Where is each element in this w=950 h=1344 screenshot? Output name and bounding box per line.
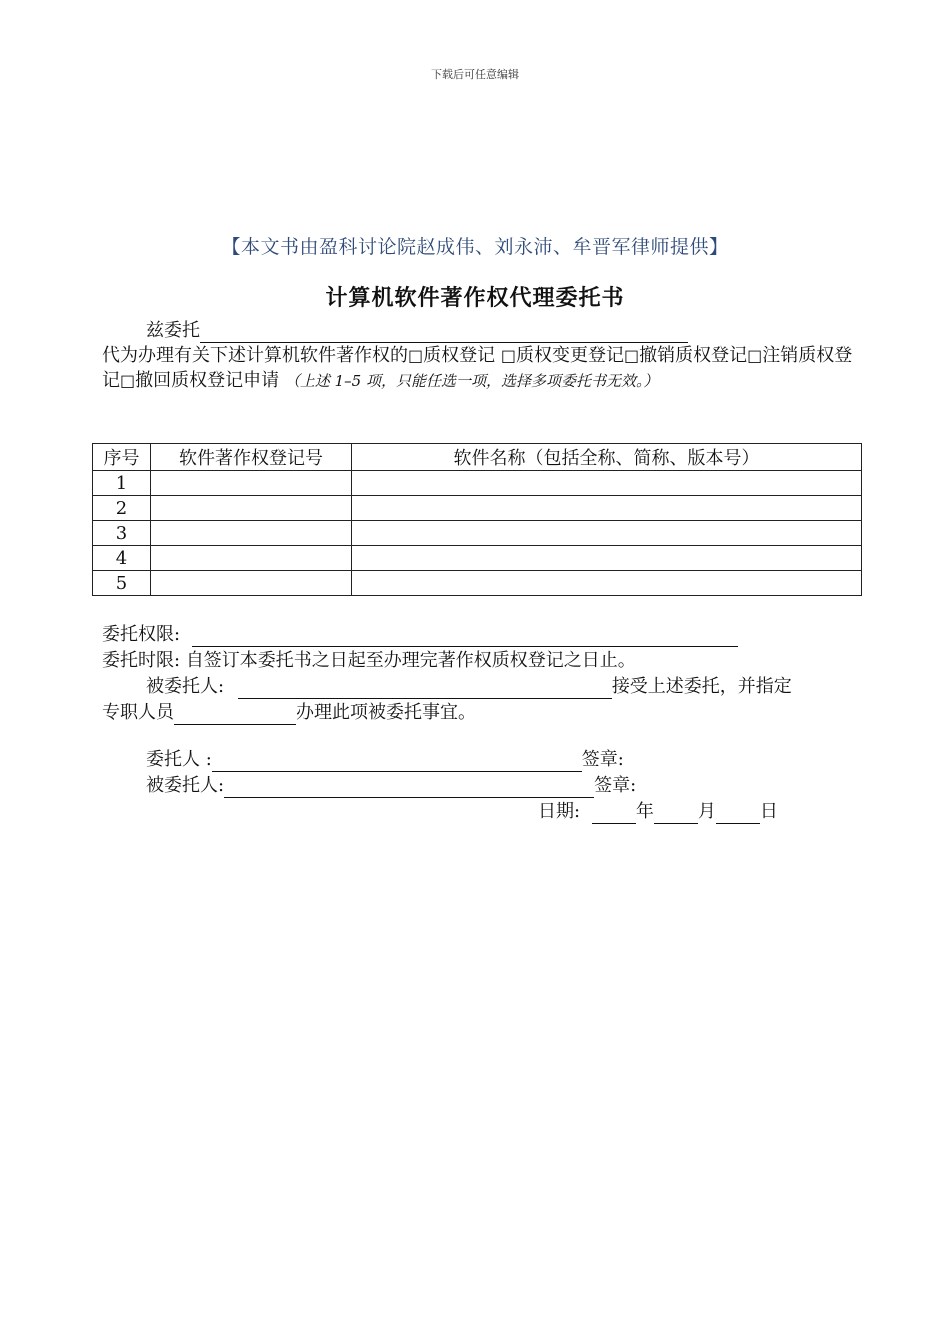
date-label: 日期: (538, 801, 581, 822)
software-name-cell[interactable] (352, 496, 862, 521)
authority-term-text: 自签订本委托书之日起至办理完著作权质权登记之日止。 (185, 650, 636, 671)
agent-seal-label: 签章: (594, 775, 637, 796)
checkbox-option-4[interactable]: □ (747, 346, 763, 365)
entrust-line (146, 318, 688, 343)
checkbox-option-5[interactable]: □ (120, 371, 136, 390)
software-name-cell[interactable] (352, 571, 862, 596)
table-row (93, 571, 862, 596)
selection-note: （上述 1–5 项，只能任选一项，选择多项委托书无效。） (284, 372, 659, 390)
authority-term-line (102, 648, 636, 673)
option-1-label: 质权登记 (423, 345, 496, 366)
principal-label: 委托人 : (146, 749, 212, 770)
table-row (93, 521, 862, 546)
staff-name-field[interactable] (174, 704, 296, 725)
reg-no-cell[interactable] (151, 471, 352, 496)
reg-no-cell[interactable] (151, 521, 352, 546)
document-title: 计算机软件著作权代理委托书 (325, 285, 625, 311)
authority-scope-line (102, 622, 738, 647)
row-seq: 1 (93, 471, 151, 496)
option-3-label: 撤销质权登记 (639, 345, 748, 366)
option-2-label: 质权变更登记 (515, 345, 624, 366)
staff-line (102, 700, 476, 725)
month-label: 月 (697, 801, 716, 822)
software-name-cell[interactable] (352, 471, 862, 496)
scope-paragraph (102, 343, 862, 394)
agent-sign-field[interactable] (224, 777, 594, 798)
authority-term-label: 委托时限: (102, 650, 181, 671)
agent-signature-line (146, 773, 636, 798)
header-software-name: 软件名称（包括全称、简称、版本号） (352, 444, 862, 471)
provider-line: 【本文书由盈科讨论院赵成伟、刘永沛、牟晋军律师提供】 (221, 236, 729, 258)
option-4-label: 注销质权登记 (102, 345, 853, 391)
year-label: 年 (635, 801, 654, 822)
principal-seal-label: 签章: (581, 749, 624, 770)
option-5-label: 撤回质权登记申请 (135, 370, 280, 391)
date-line (538, 799, 778, 824)
checkbox-option-3[interactable]: □ (623, 346, 640, 365)
scope-prefix: 代为办理有关下述计算机软件著作权的 (102, 345, 408, 366)
principal-name-field[interactable] (212, 751, 582, 772)
staff-prefix: 专职人员 (102, 702, 174, 723)
page-header-note: 下载后可任意编辑 (431, 68, 519, 81)
checkbox-option-1[interactable]: □ (408, 346, 424, 365)
day-label: 日 (759, 801, 778, 822)
table-row (93, 546, 862, 571)
row-seq: 3 (93, 521, 151, 546)
agent-label: 被委托人: (146, 676, 225, 697)
software-table (92, 443, 862, 596)
agent-name-field[interactable] (238, 678, 612, 699)
checkbox-option-2[interactable]: □ (500, 346, 516, 365)
software-name-cell[interactable] (352, 546, 862, 571)
day-field[interactable] (716, 803, 760, 824)
row-seq: 5 (93, 571, 151, 596)
authority-scope-label: 委托权限: (102, 624, 181, 645)
staff-suffix: 办理此项被委托事宜。 (296, 702, 476, 723)
table-row (93, 496, 862, 521)
row-seq: 4 (93, 546, 151, 571)
table-row (93, 471, 862, 496)
agent-accept-text: 接受上述委托，并指定 (611, 676, 792, 697)
year-field[interactable] (592, 803, 636, 824)
software-name-cell[interactable] (352, 521, 862, 546)
entrusted-party-field[interactable] (200, 322, 688, 343)
principal-signature-line (146, 747, 624, 772)
month-field[interactable] (654, 803, 698, 824)
row-seq: 2 (93, 496, 151, 521)
table-header-row (93, 444, 862, 471)
entrust-label: 兹委托 (146, 320, 200, 341)
header-reg-no: 软件著作权登记号 (151, 444, 352, 471)
reg-no-cell[interactable] (151, 496, 352, 521)
authority-scope-field[interactable] (192, 626, 738, 647)
reg-no-cell[interactable] (151, 546, 352, 571)
reg-no-cell[interactable] (151, 571, 352, 596)
header-seq: 序号 (93, 444, 151, 471)
agent-line (146, 674, 792, 699)
agent-sign-label: 被委托人: (146, 775, 225, 796)
